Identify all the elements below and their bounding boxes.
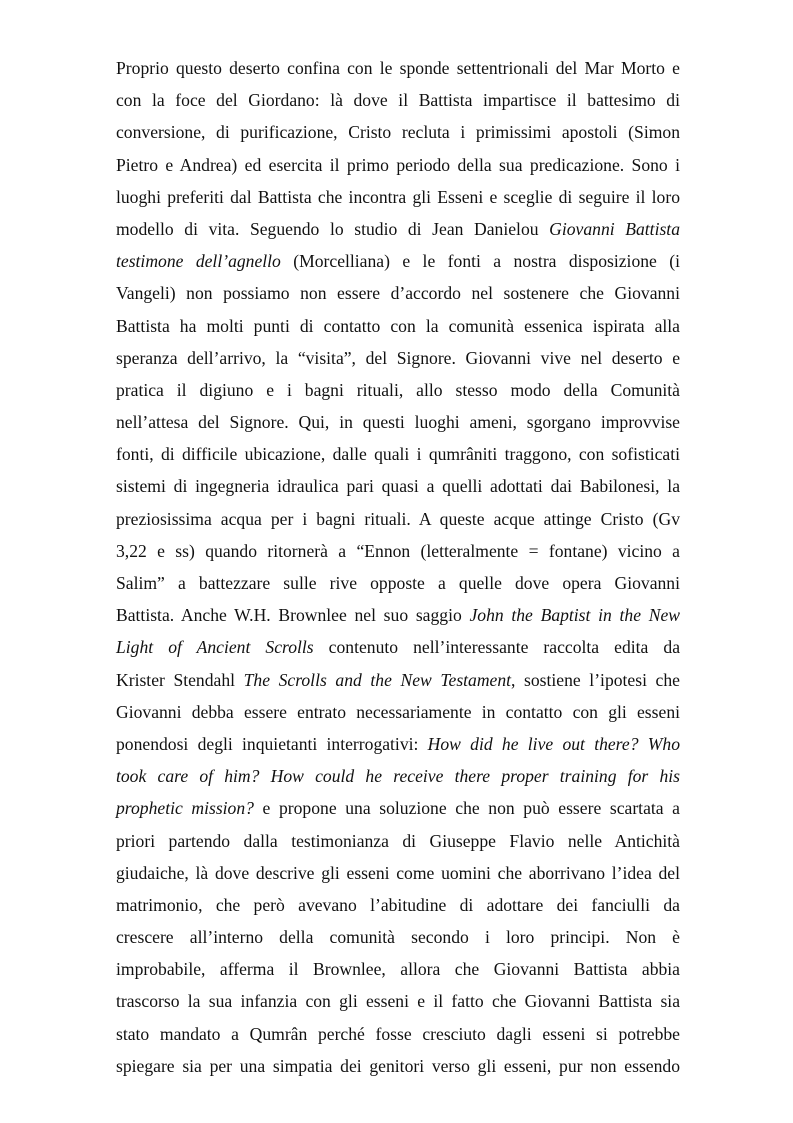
- text-segment: modello di vita. Seguendo lo studio di Jean Danielou: [116, 218, 550, 239]
- text-line: [116, 84, 680, 116]
- text-segment: Pietro e Andrea) ed esercita il primo periodo della sua predicazione. Sono i: [116, 154, 680, 175]
- text-segment: sistemi di ingegneria idraulica pari quasi a quelli adottati dai Babilonesi, la: [116, 476, 680, 497]
- text-segment: matrimonio, che però avevano l’abitudine di adottare dei fanciulli da: [116, 894, 680, 915]
- text-segment: stato mandato a Qumrân perché fosse cresciuto dagli esseni si potrebbe: [116, 1023, 680, 1044]
- text-line: [116, 664, 680, 696]
- text-line: [116, 728, 680, 760]
- text-segment: crescere all’interno della comunità secondo i loro principi. Non è: [116, 927, 680, 948]
- text-segment: ponendosi degli inquietanti interrogativi:: [116, 733, 428, 754]
- text-segment: trascorso la sua infanzia con gli esseni e il fatto che Giovanni Battista sia: [116, 991, 680, 1012]
- text-line: [116, 567, 680, 599]
- text-line: [116, 245, 680, 277]
- text-line: [116, 213, 680, 245]
- text-line: [116, 374, 680, 406]
- text-line: [116, 857, 680, 889]
- text-line: [116, 310, 680, 342]
- text-segment: Battista ha molti punti di contatto con la comunità essenica ispirata alla: [116, 315, 680, 336]
- text-line: [116, 438, 680, 470]
- text-segment: 3,22 e ss) quando ritornerà a “Ennon (letteralmente = fontane) vicino a: [116, 540, 680, 561]
- text-segment: nell’attesa del Signore. Qui, in questi luoghi ameni, sgorgano improvvise: [116, 412, 680, 433]
- text-segment: giudaiche, là dove descrive gli esseni come uomini che aborrivano l’idea del: [116, 862, 680, 883]
- text-line: [116, 116, 680, 148]
- italic-text-segment: testimone dell’agnello: [116, 251, 281, 272]
- text-line: [116, 470, 680, 502]
- italic-text-segment: took care of him? How could he receive there proper training for his: [116, 766, 680, 787]
- text-segment: luoghi preferiti dal Battista che incontra gli Esseni e sceglie di seguire il loro: [116, 186, 680, 207]
- text-line: [116, 825, 680, 857]
- text-line: [116, 342, 680, 374]
- text-line: [116, 1050, 680, 1082]
- text-segment: preziosissima acqua per i bagni rituali. A queste acque attinge Cristo (Gv: [116, 508, 680, 529]
- text-segment: Battista. Anche W.H. Brownlee nel suo saggio: [116, 605, 470, 626]
- text-segment: Krister Stendahl: [116, 669, 244, 690]
- text-segment: pratica il digiuno e i bagni rituali, allo stesso modo della Comunità: [116, 379, 680, 400]
- text-line: [116, 52, 680, 84]
- text-line: [116, 1018, 680, 1050]
- text-segment: priori partendo dalla testimonianza di Giuseppe Flavio nelle Antichità: [116, 830, 680, 851]
- text-segment: e propone una soluzione che non può essere scartata a: [253, 798, 680, 819]
- italic-text-segment: Light of Ancient Scrolls: [116, 637, 314, 658]
- text-line: [116, 631, 680, 663]
- text-segment: (Morcelliana) e le fonti a nostra disposizione (i: [280, 251, 680, 272]
- body-text: [116, 52, 680, 1082]
- text-line: [116, 181, 680, 213]
- text-line: [116, 503, 680, 535]
- text-segment: conversione, di purificazione, Cristo recluta i primissimi apostoli (Simon: [116, 122, 680, 143]
- italic-text-segment: How did he live out there? Who: [427, 733, 681, 754]
- text-segment: fonti, di difficile ubicazione, dalle quali i qumrâniti traggono, con sofisticati: [116, 444, 680, 465]
- text-segment: con la foce del Giordano: là dove il Battista impartisce il battesimo di: [116, 90, 680, 111]
- text-line: [116, 953, 680, 985]
- text-line: [116, 792, 680, 824]
- text-line: [116, 760, 680, 792]
- text-segment: improbabile, afferma il Brownlee, allora che Giovanni Battista abbia: [116, 959, 680, 980]
- italic-text-segment: prophetic mission?: [116, 798, 254, 819]
- italic-text-segment: John the Baptist in the New: [469, 605, 680, 626]
- text-segment: speranza dell’arrivo, la “visita”, del Signore. Giovanni vive nel deserto e: [116, 347, 680, 368]
- text-segment: , sostiene l’ipotesi che: [511, 669, 680, 690]
- text-segment: contenuto nell’interessante raccolta edita da: [313, 637, 680, 658]
- text-line: [116, 599, 680, 631]
- text-segment: Salim” a battezzare sulle rive opposte a quelle dove opera Giovanni: [116, 573, 680, 593]
- text-line: [116, 277, 680, 309]
- italic-text-segment: Giovanni Battista: [549, 218, 680, 239]
- text-line: [116, 921, 680, 953]
- text-line: [116, 406, 680, 438]
- text-segment: Vangeli) non possiamo non essere d’accordo nel sostenere che Giovanni: [116, 283, 680, 304]
- text-segment: Giovanni debba essere entrato necessariamente in contatto con gli esseni: [116, 701, 680, 722]
- text-line: [116, 535, 680, 567]
- text-line: [116, 985, 680, 1017]
- text-segment: Proprio questo deserto confina con le sponde settentrionali del Mar Morto e: [116, 58, 680, 78]
- text-segment: spiegare sia per una simpatia dei genitori verso gli esseni, pur non essendo: [116, 1055, 680, 1076]
- text-line: [116, 149, 680, 181]
- italic-text-segment: The Scrolls and the New Testament: [243, 669, 512, 690]
- text-line: [116, 696, 680, 728]
- text-line: [116, 889, 680, 921]
